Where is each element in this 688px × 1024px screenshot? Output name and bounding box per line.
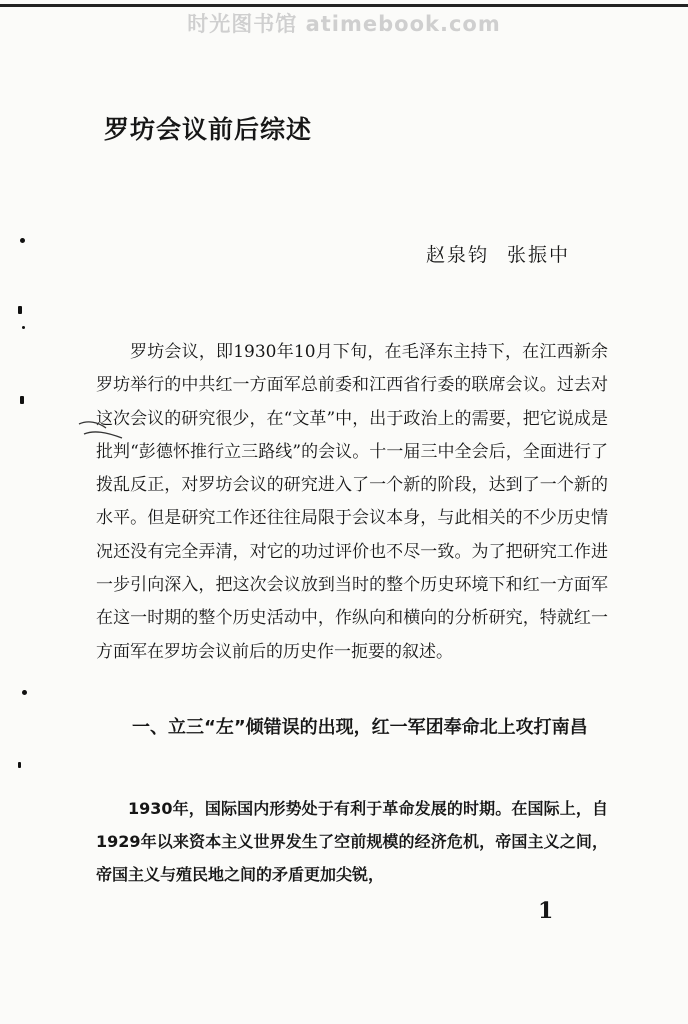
- article-title: 罗坊会议前后综述: [104, 115, 313, 144]
- watermark: 时光图书馆 atimebook.com: [187, 12, 501, 36]
- page-top-border: [0, 4, 688, 7]
- author-name: 张振中: [506, 244, 570, 266]
- author-name: 赵泉钧: [425, 244, 489, 266]
- page-number: 1: [538, 898, 554, 924]
- scan-speck: [18, 762, 21, 768]
- handwritten-underline-mark: [76, 418, 126, 440]
- section-heading: 一、立三“左”倾错误的出现，红一军团奉命北上攻打南昌: [132, 717, 588, 738]
- scan-speck: [20, 396, 24, 404]
- scan-speck: [20, 238, 25, 243]
- scan-speck: [22, 690, 27, 695]
- section-paragraph: 1930年，国际国内形势处于有利于革命发展的时期。在国际上，自1929年以来资本主义世界发生了空前规模的经济危机，帝国主义之间，帝国主义与殖民地之间的矛盾更加尖锐，: [96, 799, 608, 884]
- intro-paragraph: 罗坊会议，即1930年10月下旬，在毛泽东主持下，在江西新余罗坊举行的中共红一方面军总前委和江西省行委的联席会议。过去对这次会议的研究很少，在“文革”中，出于政治上的需要，把它说成是批判“彭德怀推行立三路线”的会议。十一届三中全会后，全面进行了拨乱反正，对罗坊会议的研究进入了一个新的阶段，达到了一个新的水平。但是研究工作还往往局限于会议本身，与此相关的不少历史情况还没有完全弄清，对它的功过评价也不尽一致。为了把研究工作进一步引向深入，把这次会议放到当时的整个历史环境下和红一方面军在这一时期的整个历史活动中，作纵向和横向的分析研究，特就红一方面军在罗坊会议前后的历史作一扼要的叙述。: [96, 342, 608, 662]
- authors: [426, 240, 570, 267]
- scan-speck: [18, 306, 22, 314]
- scan-speck: [22, 326, 25, 329]
